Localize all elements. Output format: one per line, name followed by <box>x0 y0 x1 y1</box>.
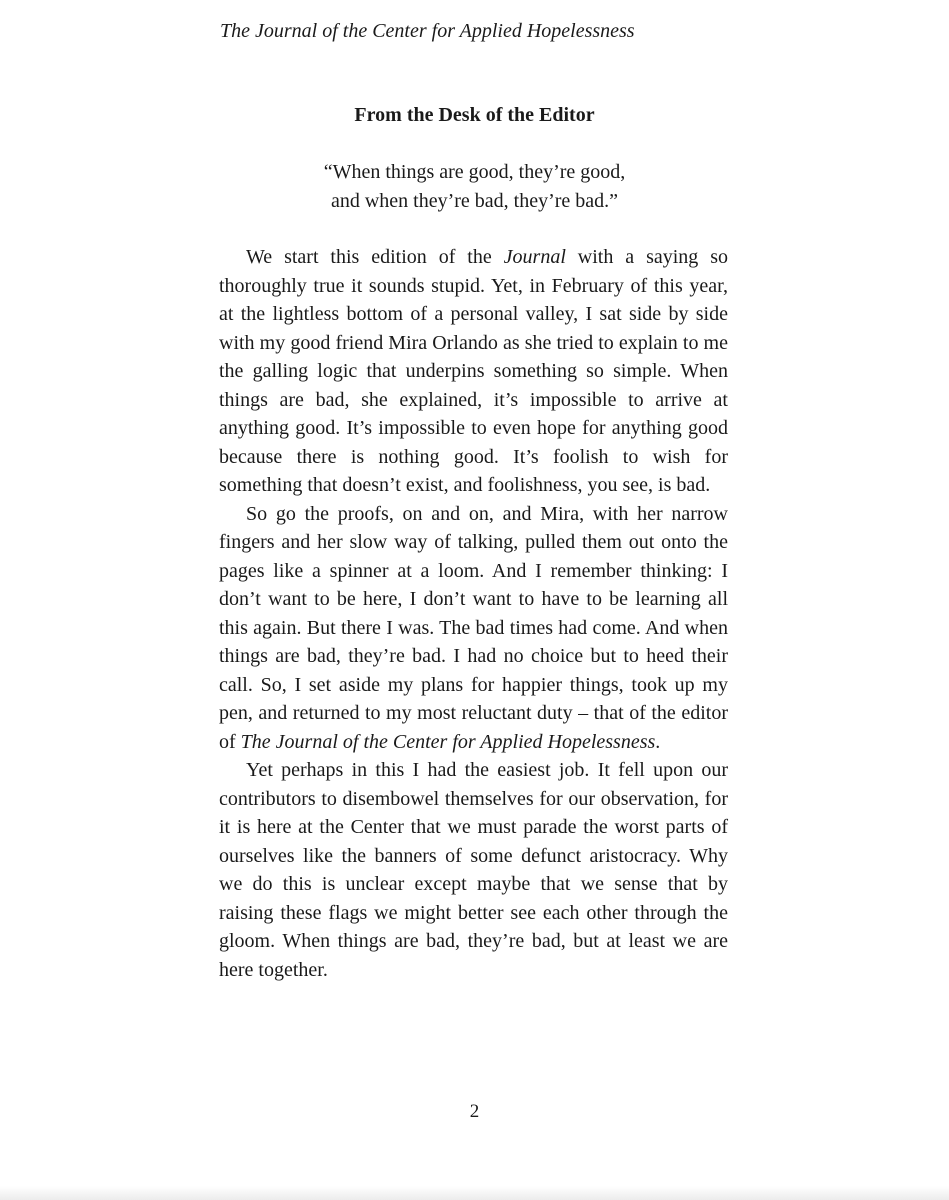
paragraph-2 <box>219 500 728 757</box>
paragraph-1-text: with a saying so thoroughly true it sounds stupid. Yet, in February of this year, at the lightless bottom of a personal valley, I sat side by side with my good friend Mira Orlando as she tried to explain to me the galling logic that underpins something so simple. When things are bad, she explained, it’s impossible to arrive at anything good. It’s impossible to even hope for anything good because there is nothing good. It’s foolish to wish for something that doesn’t exist, and foolishness, you see, is bad. <box>219 246 728 496</box>
paragraph-1 <box>219 243 728 500</box>
paragraph-2-text: So go the proofs, on and on, and Mira, with her narrow fingers and her slow way of talking, pulled them out onto the pages like a spinner at a loom. And I remember thinking: I don’t want to be here, I don’t want to have to be learning all this again. But there I was. The bad times had come. And when things are bad, they’re bad. I had no choice but to heed their call. So, I set aside my plans for happier things, took up my pen, and returned to my most reluctant duty – that of the editor of <box>219 502 728 753</box>
paragraph-1-lead: We start this edition of the <box>246 246 504 268</box>
paragraph-3-text: Yet perhaps in this I had the easiest job. It fell upon our contributors to disembowel themselves for our observation, for it is here at the Center that we must parade the worst parts of ourselves like the banners of some defunct aristocracy. Why we do this is unclear except maybe that we sense that by raising these flags we might better see each other through the gloom. When things are bad, they’re bad, but at least we are here together. <box>219 759 728 981</box>
epigraph <box>0 158 949 215</box>
page-edge-shadow <box>0 1186 949 1200</box>
paragraph-3 <box>219 756 728 984</box>
journal-title-italic: The Journal of the Center for Applied Hopelessness <box>240 730 656 753</box>
article-body <box>219 243 728 984</box>
epigraph-line-2: and when they’re bad, they’re bad.” <box>330 189 619 212</box>
page-title: From the Desk of the Editor <box>354 104 595 126</box>
page-number: 2 <box>469 1101 480 1122</box>
paragraph-2-end: . <box>655 730 661 753</box>
running-head: The Journal of the Center for Applied Hopelessness <box>220 20 635 42</box>
epigraph-line-1: “When things are good, they’re good, <box>323 161 626 183</box>
journal-name-italic: Journal <box>503 246 566 268</box>
